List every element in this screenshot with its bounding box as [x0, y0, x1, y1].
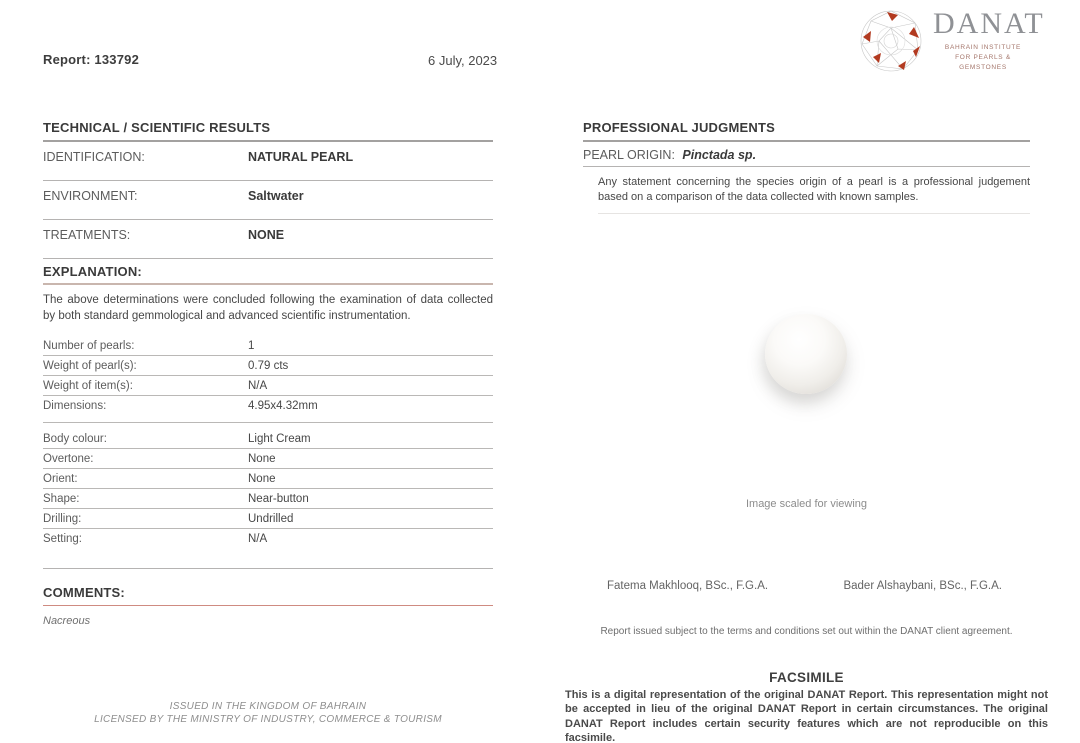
signature-left: Fatema Makhlooq, BSc., F.G.A.	[607, 580, 769, 592]
row-label: Number of pearls:	[43, 340, 135, 352]
danat-logo-subtitle-line1: BAHRAIN INSTITUTE	[944, 44, 1022, 52]
row-value: 0.79 cts	[248, 360, 289, 372]
pearl-photo	[765, 314, 847, 394]
danat-logo-text	[933, 7, 1045, 72]
result-row	[43, 220, 493, 259]
danat-logo-subtitle	[933, 43, 1033, 72]
report-number: Report: 133792	[43, 52, 140, 67]
table-row	[43, 449, 493, 469]
table-row	[43, 429, 493, 449]
row-label: Shape:	[43, 493, 80, 505]
pearl-appearance-table	[43, 429, 493, 548]
signatures-row	[583, 580, 1030, 592]
facsimile-text: This is a digital representation of the original DANAT Report. This representation might not be accepted in lieu of the original DANAT Report in certain circumstances. The original DANAT Report includes certain security features which are not reproducible on this facsimile.	[565, 689, 1048, 743]
facsimile-section	[565, 670, 1048, 743]
table-row	[43, 396, 493, 423]
professional-judgments-section	[583, 120, 1030, 214]
facsimile-title: FACSIMILE	[769, 670, 844, 685]
table-row	[43, 509, 493, 529]
row-label: Drilling:	[43, 513, 82, 525]
result-value: Saltwater	[248, 189, 304, 203]
comments-title: COMMENTS:	[43, 585, 493, 606]
result-value: NONE	[248, 228, 285, 242]
row-label: Body colour:	[43, 433, 107, 445]
result-row	[43, 181, 493, 220]
origin-disclaimer: Any statement concerning the species origin of a pearl is a professional judgement based on a comparison of the data collected with known samples.	[598, 175, 1030, 214]
row-value: N/A	[248, 380, 268, 392]
issuer-line2: LICENSED BY THE MINISTRY OF INDUSTRY, COMMERCE & TOURISM	[94, 714, 442, 725]
result-row	[43, 142, 493, 181]
table-row	[43, 469, 493, 489]
result-label: IDENTIFICATION:	[43, 150, 145, 164]
terms-note: Report issued subject to the terms and conditions set out within the DANAT client agreement.	[600, 626, 1013, 637]
explanation-text: The above determinations were concluded following the examination of data collected by both standard gemmological and advanced scientific instrumentation.	[43, 294, 493, 323]
row-value: 4.95x4.32mm	[248, 400, 318, 412]
row-label: Weight of pearl(s):	[43, 360, 137, 372]
issuer-line1: ISSUED IN THE KINGDOM OF BAHRAIN	[169, 701, 367, 712]
pearl-measurements-table	[43, 336, 493, 423]
row-label: Orient:	[43, 473, 78, 485]
row-value: Undrilled	[248, 513, 294, 525]
table-row	[43, 376, 493, 396]
danat-logo-subtitle-line2: FOR PEARLS & GEMSTONES	[955, 54, 1011, 71]
technical-results-title: TECHNICAL / SCIENTIFIC RESULTS	[43, 120, 493, 142]
row-label: Overtone:	[43, 453, 94, 465]
table-row	[43, 356, 493, 376]
report-date: 6 July, 2023	[428, 53, 498, 68]
explanation-section	[43, 264, 493, 324]
row-value: 1	[248, 340, 255, 352]
row-value: Light Cream	[248, 433, 311, 445]
table-row	[43, 489, 493, 509]
image-caption: Image scaled for viewing	[745, 498, 868, 510]
issuer-footer	[43, 700, 493, 726]
row-label: Setting:	[43, 533, 82, 545]
result-label: ENVIRONMENT:	[43, 189, 138, 203]
row-value: N/A	[248, 533, 268, 545]
explanation-title: EXPLANATION:	[43, 264, 493, 285]
pearl-origin-label: PEARL ORIGIN:	[583, 148, 675, 162]
result-value: NATURAL PEARL	[248, 150, 354, 164]
comments-section	[43, 585, 493, 627]
professional-judgments-title: PROFESSIONAL JUDGMENTS	[583, 120, 1030, 142]
signature-right: Bader Alshaybani, BSc., F.G.A.	[843, 580, 1002, 592]
pearl-origin-value: Pinctada sp.	[682, 148, 757, 162]
row-label: Weight of item(s):	[43, 380, 133, 392]
row-value: Near-button	[248, 493, 309, 505]
row-label: Dimensions:	[43, 400, 107, 412]
section-divider	[43, 568, 493, 569]
result-label: TREATMENTS:	[43, 228, 131, 242]
pearl-origin-row	[583, 142, 1030, 167]
technical-results-section	[43, 120, 493, 259]
table-row	[43, 336, 493, 356]
row-value: None	[248, 473, 276, 485]
table-row	[43, 529, 493, 548]
danat-logo-name: DANAT	[933, 7, 1045, 41]
danat-sphere-icon	[858, 8, 924, 74]
danat-logo	[858, 7, 1045, 74]
row-value: None	[248, 453, 276, 465]
comments-text: Nacreous	[43, 615, 91, 627]
